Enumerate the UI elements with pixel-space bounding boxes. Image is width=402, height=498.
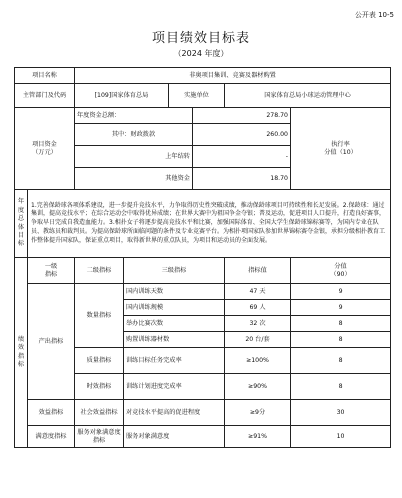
indicator-score: 10 xyxy=(291,426,391,448)
indicator-value: 69 人 xyxy=(225,300,291,316)
indicator-value: 47 天 xyxy=(225,284,291,300)
funds-annual-label: 年度资金总额： xyxy=(75,108,193,124)
indicator-value: ≥91% xyxy=(225,426,291,448)
dept-label: 主管部门及代码 xyxy=(15,84,75,108)
indicator-value: ≥100% xyxy=(225,348,291,374)
level1-satisfaction: 满意度指标 xyxy=(28,426,75,448)
perf-side-label: 绩效指标 xyxy=(15,258,28,448)
indicator-value: ≥90% xyxy=(225,374,291,400)
unit-value: 国家体育总局小球运动管理中心 xyxy=(225,84,391,108)
indicator-name: 训练计划进度完成率 xyxy=(124,374,225,400)
header-level3: 三级指标 xyxy=(124,258,225,284)
page-title: 项目绩效目标表 xyxy=(151,31,250,46)
header-level2: 二级指标 xyxy=(75,258,124,284)
indicator-score: 30 xyxy=(291,400,391,426)
level2-service-satisfaction: 服务对象满意度指标 xyxy=(75,426,124,448)
indicator-score: 8 xyxy=(291,374,391,400)
funds-other-label: 其他资金 xyxy=(75,168,193,190)
level2-social-benefit: 社会效益指标 xyxy=(75,400,124,426)
exec-rate-label: 执行率 分值（10） xyxy=(291,108,391,190)
indicator-name: 对竞技水平提高的促进程度 xyxy=(124,400,225,426)
funds-label: 项目资金 （万元） xyxy=(15,108,75,190)
header-value: 指标值 xyxy=(225,258,291,284)
indicator-name: 购置训练器材数 xyxy=(124,332,225,348)
dept-value: [109]国家体育总局 xyxy=(75,84,169,108)
funds-carryover-value: - xyxy=(193,146,291,168)
level2-quantity: 数量指标 xyxy=(75,284,124,348)
funds-fiscal-value: 260.00 xyxy=(193,124,291,146)
level1-benefit: 效益指标 xyxy=(28,400,75,426)
annual-goal-text: 1.完善保龄球各项体系建设，进一步提升竞技水平，力争取得历史性突破成绩，推动保龄球项目可持续性和长足发展。2.保龄球：通过集训，提高竞技水平；在综合运动会中取得优异成绩；在世界大赛中为祖国争金夺银；普及运动，促进项目人口提升，打造良好赛事，争取早日完成自我造血能力。3.相扑女子将逐步提高竞技水平和比赛，加强国际体育、全国大学生保龄球锦标赛等，为国内专业在队员、教练员和裁判员。为提高保龄球所面临问题的条件及专业竞赛平台。为相扑项国家队参加世界锦标赛夺金银，承担分级相扑教育工作整体提升国家队，保证重点项目，取得新世界的重点队员，为项目和运动员的全面发展。 xyxy=(28,190,391,258)
indicator-name: 举办比赛次数 xyxy=(124,316,225,332)
project-name-value: 非奥项目集训、竞赛及器材购置 xyxy=(75,68,391,84)
indicator-name: 国内训练天数 xyxy=(124,284,225,300)
indicator-name: 国内训练规模 xyxy=(124,300,225,316)
funds-fiscal-label: 其中：财政拨款 xyxy=(75,124,193,146)
indicator-score: 8 xyxy=(291,332,391,348)
indicator-name: 服务对象满意度 xyxy=(124,426,225,448)
indicator-score: 9 xyxy=(291,300,391,316)
page-subtitle: （2024 年度） xyxy=(173,49,229,58)
project-name-label: 项目名称 xyxy=(15,68,75,84)
unit-label: 实施单位 xyxy=(169,84,225,108)
indicator-value: 32 次 xyxy=(225,316,291,332)
funds-other-value: 18.70 xyxy=(193,168,291,190)
indicator-value: 20 台/套 xyxy=(225,332,291,348)
indicator-score: 8 xyxy=(291,316,391,332)
funds-annual-value: 278.70 xyxy=(193,108,291,124)
performance-goal-table xyxy=(14,67,391,448)
indicator-score: 9 xyxy=(291,284,391,300)
funds-carryover-label: 上年结转 xyxy=(75,146,193,168)
indicator-value: ≥9分 xyxy=(225,400,291,426)
indicator-score: 8 xyxy=(291,348,391,374)
indicator-name: 训练目标任务完成率 xyxy=(124,348,225,374)
level2-quality: 质量指标 xyxy=(75,348,124,374)
header-score: 分值 （90） xyxy=(291,258,391,284)
annual-goal-label: 年度总体目标 xyxy=(15,190,28,258)
table-number-label: 公开表 10-5 xyxy=(354,11,394,19)
level2-timeliness: 时效指标 xyxy=(75,374,124,400)
level1-output: 产出指标 xyxy=(28,284,75,400)
header-level1: 一级 指标 xyxy=(28,258,75,284)
